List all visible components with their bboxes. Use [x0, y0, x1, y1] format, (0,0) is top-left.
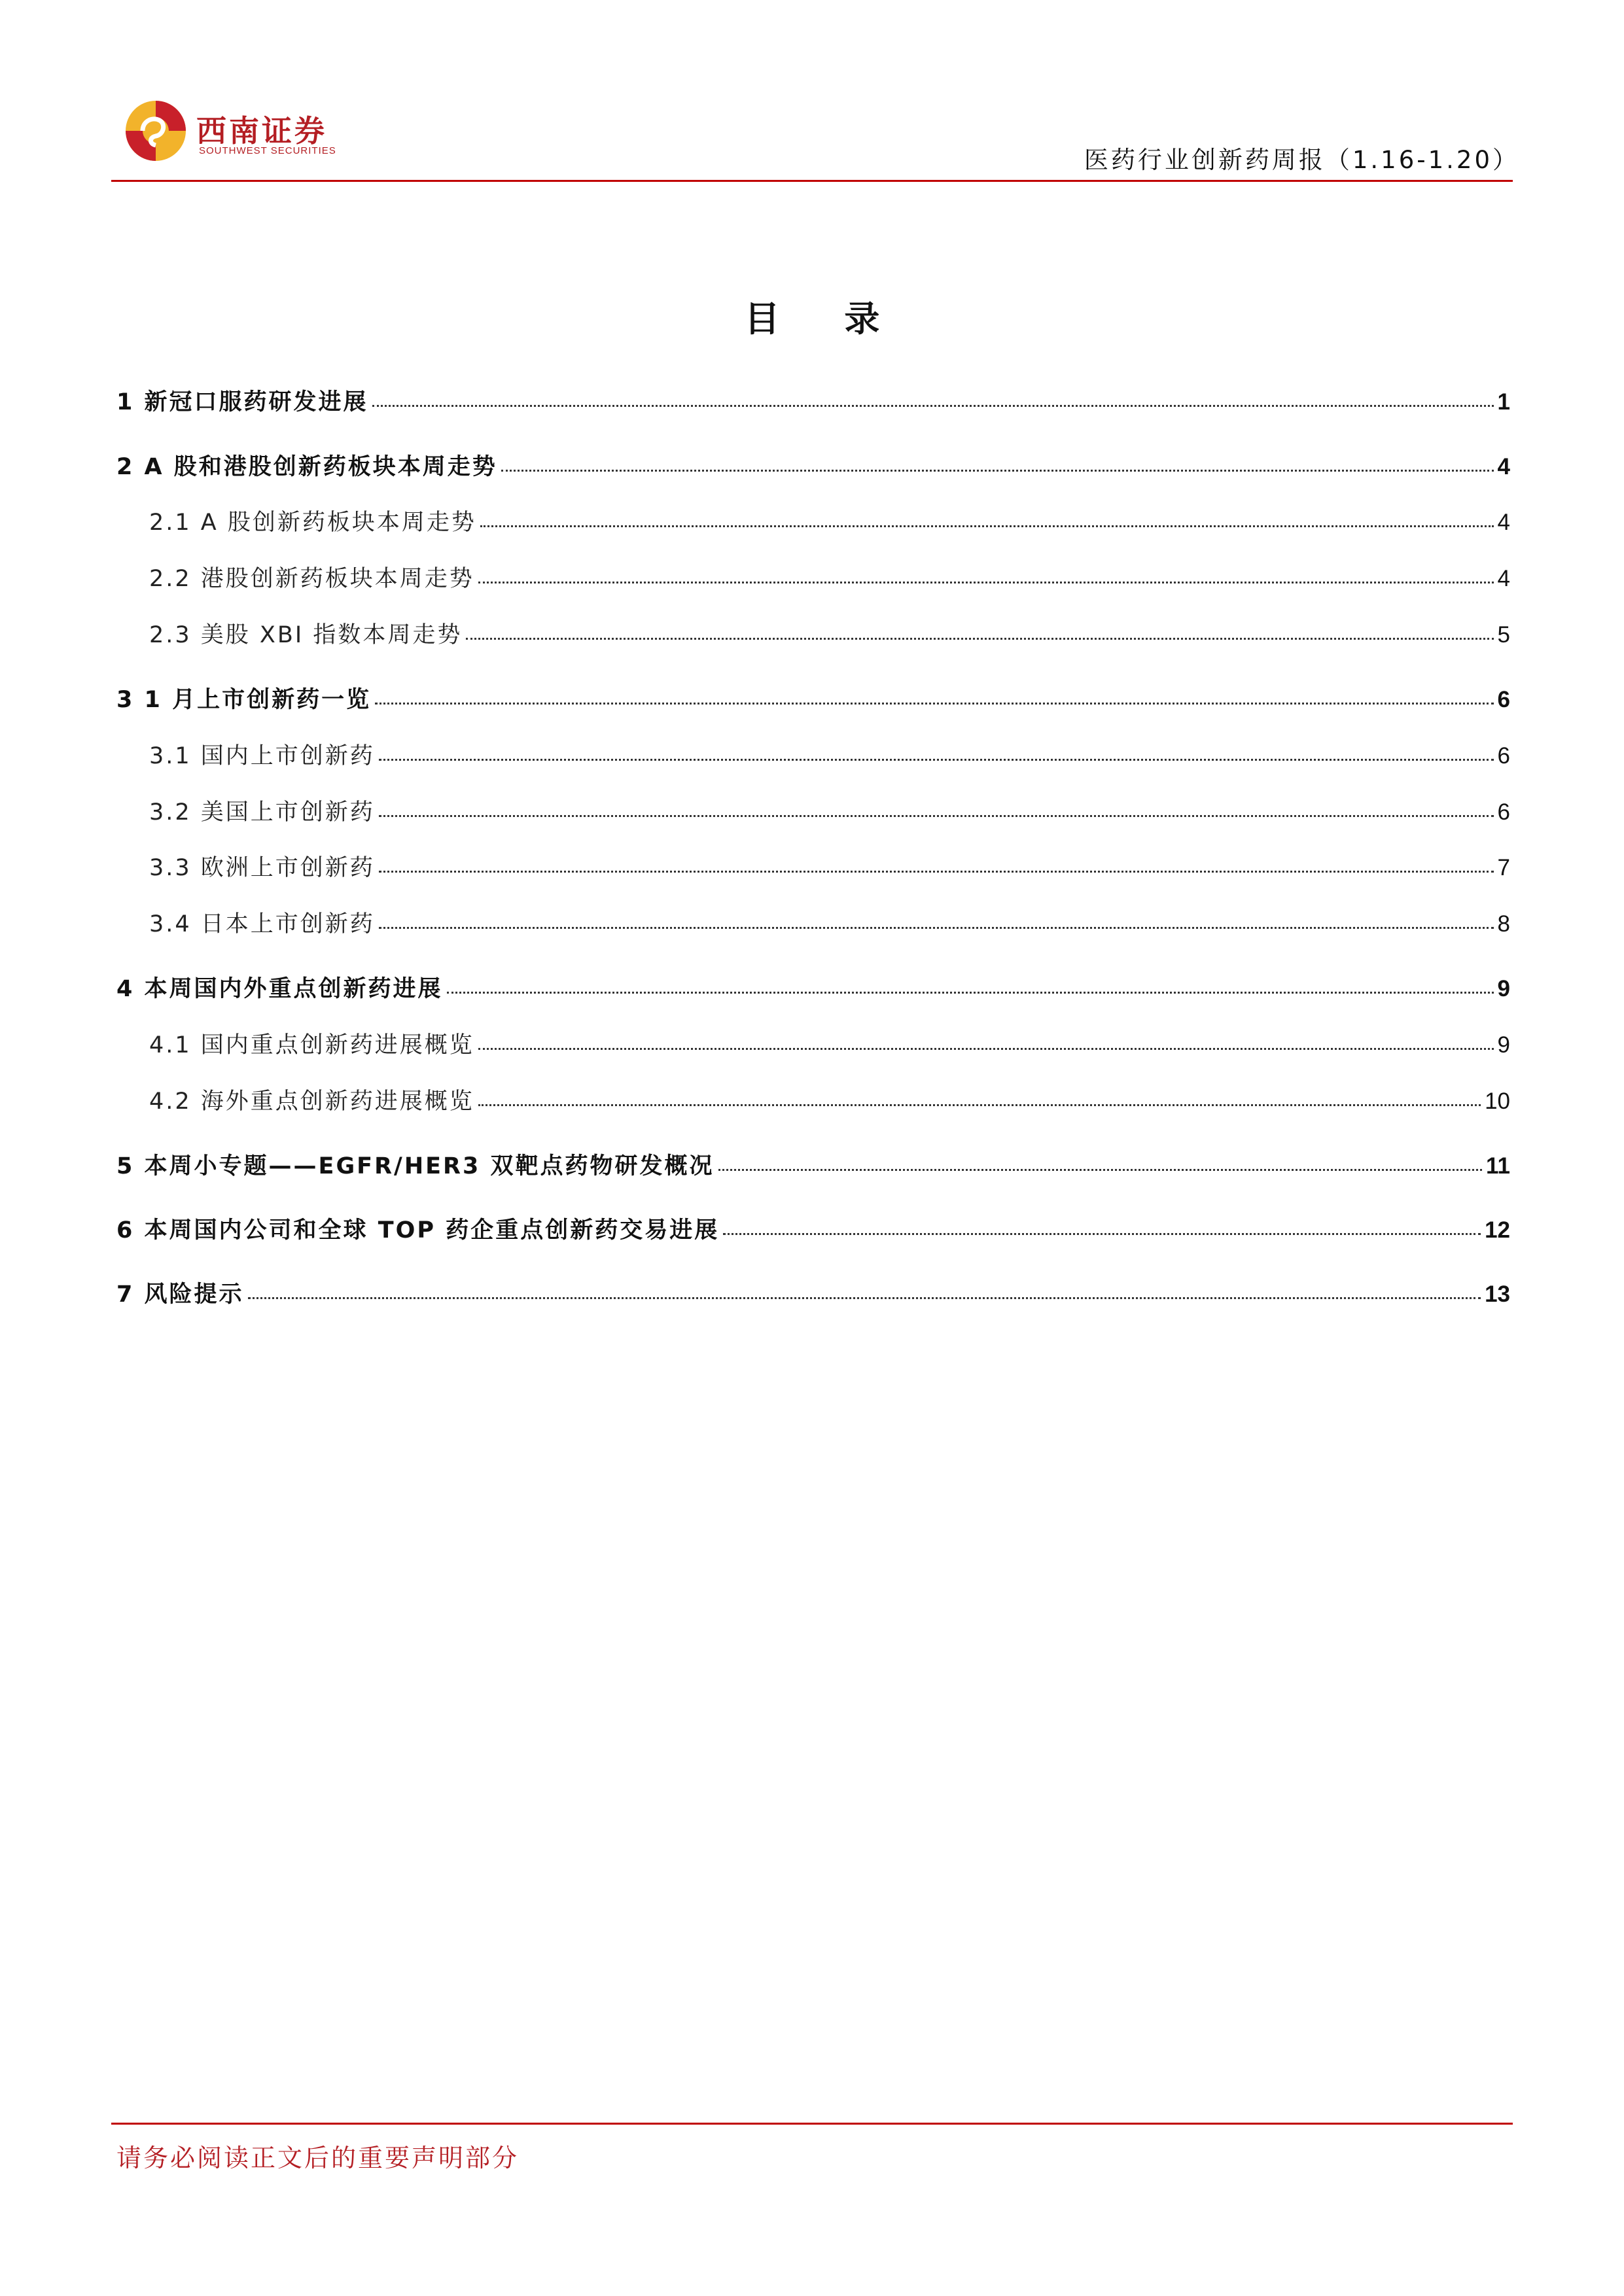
toc-page-number: 4 — [1497, 566, 1510, 591]
header-divider — [111, 180, 1513, 182]
toc-entry-label: 3.3 欧洲上市创新药 — [149, 855, 375, 881]
toc-page-number: 12 — [1485, 1217, 1510, 1243]
toc-subentry[interactable] — [149, 617, 1510, 650]
toc-page-number: 9 — [1497, 1032, 1510, 1058]
logo-emblem-icon — [123, 98, 188, 164]
toc-entry-label: 4 本周国内外重点创新药进展 — [116, 976, 443, 1002]
toc-page-number: 7 — [1497, 855, 1510, 880]
toc-entry[interactable] — [116, 1148, 1510, 1181]
toc-subentry[interactable] — [149, 738, 1510, 771]
footer-divider — [111, 2123, 1513, 2125]
toc-subentry[interactable] — [149, 850, 1510, 882]
toc-entry[interactable] — [116, 384, 1510, 417]
toc-entry[interactable] — [116, 1276, 1510, 1309]
toc-title: 目 录 — [744, 298, 906, 339]
toc-page-number: 4 — [1497, 454, 1510, 479]
toc-page-number: 11 — [1486, 1153, 1510, 1179]
toc-leader-dots — [379, 759, 1494, 761]
toc-page-number: 6 — [1497, 799, 1510, 825]
toc-page-number: 9 — [1497, 976, 1510, 1001]
toc-entry-label: 2.2 港股创新药板块本周走势 — [149, 566, 474, 592]
toc-entry-label: 3.2 美国上市创新药 — [149, 799, 375, 826]
logo-chinese-name: 西南证券 — [196, 113, 327, 148]
toc-leader-dots — [478, 582, 1494, 583]
toc-entry[interactable] — [116, 1212, 1510, 1245]
toc-leader-dots — [478, 1048, 1494, 1050]
toc-entry[interactable] — [116, 971, 1510, 1003]
toc-page-number: 8 — [1497, 911, 1510, 937]
toc-leader-dots — [379, 815, 1494, 817]
toc-leader-dots — [379, 871, 1494, 873]
toc-leader-dots — [379, 927, 1494, 929]
toc-entry-label: 3.1 国内上市创新药 — [149, 743, 375, 769]
toc-entry-label: 2.3 美股 XBI 指数本周走势 — [149, 622, 463, 648]
toc-leader-dots — [718, 1169, 1482, 1171]
toc-entry[interactable] — [116, 682, 1510, 714]
footer-disclaimer: 请务必阅读正文后的重要声明部分 — [116, 2144, 520, 2172]
toc-entry-label: 4.2 海外重点创新药进展概览 — [149, 1088, 474, 1115]
toc-entry-label: 6 本周国内公司和全球 TOP 药企重点创新药交易进展 — [116, 1217, 720, 1244]
toc-subentry[interactable] — [149, 561, 1510, 593]
toc-leader-dots — [447, 992, 1494, 994]
toc-leader-dots — [375, 703, 1493, 704]
toc-subentry[interactable] — [149, 794, 1510, 827]
toc-entry-label: 2.1 A 股创新药板块本周走势 — [149, 510, 476, 536]
company-logo — [123, 98, 339, 170]
toc-leader-dots — [466, 638, 1493, 640]
toc-page-number: 10 — [1485, 1088, 1510, 1114]
toc-subentry[interactable] — [149, 906, 1510, 939]
toc-leader-dots — [723, 1233, 1481, 1235]
toc-leader-dots — [372, 405, 1494, 407]
logo-english-name: SOUTHWEST SECURITIES — [199, 145, 336, 156]
toc-entry-label: 1 新冠口服药研发进展 — [116, 389, 368, 415]
toc-subentry[interactable] — [149, 1027, 1510, 1060]
toc-leader-dots — [501, 470, 1494, 472]
toc-page-number: 5 — [1497, 622, 1510, 648]
toc-leader-dots — [248, 1297, 1481, 1299]
toc-page-number: 6 — [1497, 743, 1510, 769]
toc-entry-label: 3 1 月上市创新药一览 — [116, 687, 372, 713]
toc-entry-label: 7 风险提示 — [116, 1281, 244, 1308]
toc-entry-label: 2 A 股和港股创新药板块本周走势 — [116, 454, 497, 480]
report-title: 医药行业创新药周报（1.16-1.20） — [1084, 146, 1519, 174]
toc-page-number: 6 — [1497, 687, 1510, 712]
toc-subentry[interactable] — [149, 504, 1510, 537]
toc-leader-dots — [480, 525, 1494, 527]
toc-entry-label: 4.1 国内重点创新药进展概览 — [149, 1032, 474, 1058]
toc-page-number: 13 — [1485, 1281, 1510, 1307]
toc-entry-label: 5 本周小专题——EGFR/HER3 双靶点药物研发概况 — [116, 1153, 715, 1179]
toc-leader-dots — [478, 1104, 1481, 1106]
toc-page-number: 4 — [1497, 510, 1510, 535]
toc-entry[interactable] — [116, 449, 1510, 481]
toc-subentry[interactable] — [149, 1083, 1510, 1116]
toc-entry-label: 3.4 日本上市创新药 — [149, 911, 375, 937]
toc-page-number: 1 — [1497, 389, 1510, 415]
